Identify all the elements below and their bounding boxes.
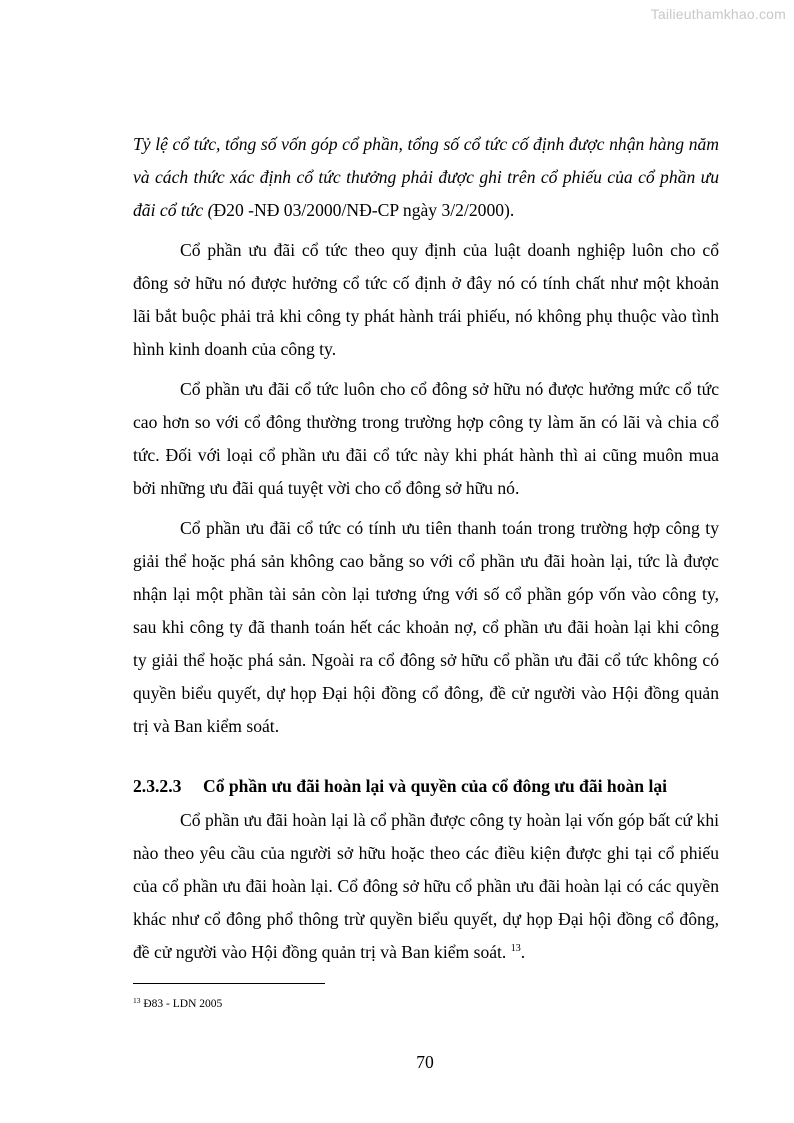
paragraph-5-end: .	[520, 942, 526, 962]
paragraph-4: Cổ phần ưu đãi cổ tức có tính ưu tiên thanh toán trong trường hợp công ty giải thể hoặc phá sản không cao bằng so với cổ phần ưu đãi hoàn lại, tức là được nhận lại một phần tài sản còn lại tương ứng với số cổ phần góp vốn vào công ty, sau khi công ty đã thanh toán hết các khoản nợ, cổ phần ưu đãi hoàn lại khi công ty giải thể hoặc phá sản. Ngoài ra cổ đông sở hữu cổ phần ưu đãi cổ tức không có quyền biểu quyết, dự họp Đại hội đồng cổ đông, đề cử người vào Hội đồng quản trị và Ban kiểm soát.	[133, 518, 719, 736]
footnote-text: Đ83 - LDN 2005	[140, 998, 223, 1010]
paragraph-3: Cổ phần ưu đãi cổ tức luôn cho cổ đông sở hữu nó được hưởng mức cổ tức cao hơn so với cổ đông thường trong trường hợp công ty làm ăn có lãi và chia cổ tức. Đối với loại cổ phần ưu đãi cổ tức này khi phát hành thì ai cũng muôn mua bởi những ưu đãi quá tuyệt vời cho cổ đông sở hữu nó.	[133, 379, 719, 498]
document-body	[133, 128, 719, 969]
section-heading	[133, 770, 719, 803]
paragraph-5	[133, 804, 719, 969]
watermark: Tailieuthamkhao.com	[650, 6, 786, 22]
paragraph-1-reference: Đ20 -NĐ 03/2000/NĐ-CP ngày 3/2/2000).	[213, 200, 515, 220]
footnote	[133, 994, 222, 1011]
page-number: 70	[416, 1052, 434, 1072]
paragraph-1	[133, 128, 719, 227]
section-title: Cổ phần ưu đãi hoàn lại và quyền của cổ đông ưu đãi hoàn lại	[203, 776, 668, 796]
section-number: 2.3.2.3	[133, 776, 182, 796]
paragraph-2: Cổ phần ưu đãi cổ tức theo quy định của luật doanh nghiệp luôn cho cổ đông sở hữu nó được hưởng cổ tức cố định ở đây nó có tính chất như một khoản lãi bắt buộc phải trả khi công ty phát hành trái phiếu, nó không phụ thuộc vào tình hình kinh doanh của công ty.	[133, 240, 719, 359]
footnote-reference[interactable]: 13	[510, 943, 521, 954]
footnote-divider	[133, 983, 325, 984]
paragraph-1-italic: Tỷ lệ cổ tức, tổng số vốn góp cổ phần, tổng số cổ tức cố định được nhận hàng năm và cách thức xác định cổ tức thưởng phải được ghi trên cổ phiếu của cổ phần ưu đãi cổ tức (	[133, 134, 719, 220]
footnote-marker: 13	[133, 996, 141, 1005]
paragraph-5-text: Cổ phần ưu đãi hoàn lại là cổ phần được công ty hoàn lại vốn góp bất cứ khi nào theo yêu cầu của người sở hữu hoặc theo các điều kiện được ghi tại cổ phiếu của cổ phần ưu đãi hoàn lại. Cổ đông sở hữu cổ phần ưu đãi hoàn lại có các quyền khác như cổ đông phổ thông trừ quyền biểu quyết, dự họp Đại hội đồng cổ đông, đề cử người vào Hội đồng quản trị và Ban kiểm soát.	[133, 810, 719, 962]
